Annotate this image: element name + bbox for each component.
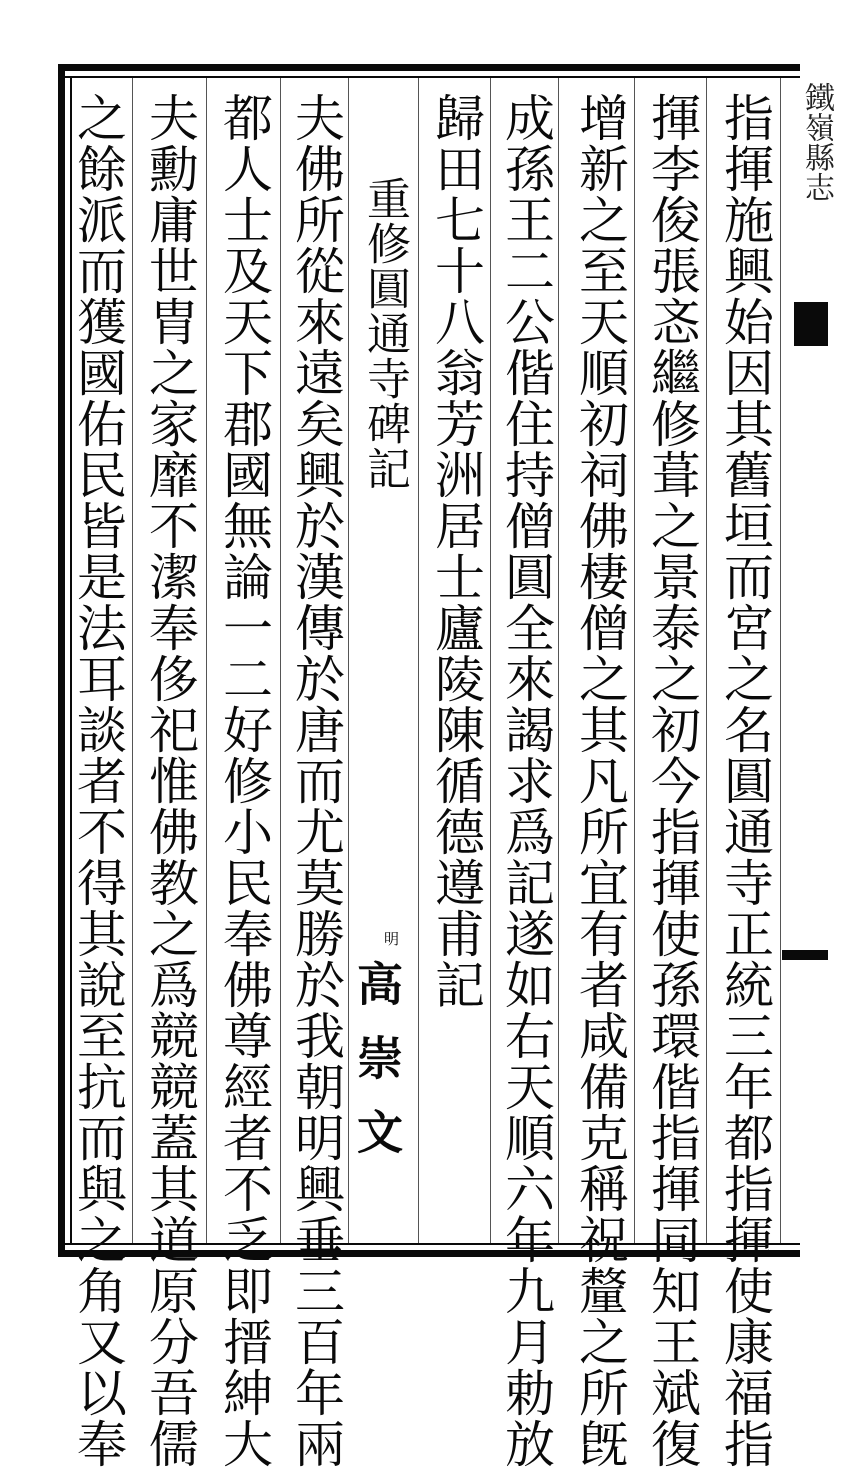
text-column-7: 夫佛所從來遠矣興於漢傳於唐而尤莫勝於我朝明興垂三百年兩 [287, 92, 345, 1469]
author-name: 高 崇 文 [350, 960, 404, 1161]
column-divider [132, 78, 133, 1243]
text-column-2: 揮李俊張忞繼修葺之景泰之初今指揮使孫環偕指揮同知王斌復 [643, 92, 701, 1469]
column-divider [780, 78, 781, 1243]
margin-book-title: 鐵嶺縣志 [799, 82, 834, 202]
column-divider [418, 78, 419, 1243]
column-divider [490, 78, 491, 1243]
column-divider [558, 78, 559, 1243]
frame-left-thick-rule [58, 64, 65, 1257]
column-divider [634, 78, 635, 1243]
author-dynasty: 明 [384, 930, 400, 948]
margin-tick-mark [782, 950, 828, 960]
text-column-1: 指揮施興始因其舊垣而宮之名圓通寺正統三年都指揮使康福指 [716, 92, 774, 1469]
column-divider [706, 78, 707, 1243]
text-column-4: 成孫王二公偕住持僧圓全來謁求爲記遂如右天順六年九月勅放 [497, 92, 555, 1469]
column-divider [206, 78, 207, 1243]
margin-fishtail-mark [794, 302, 828, 346]
text-column-5: 歸田七十八翁芳洲居士廬陵陳循德遵甫記 [427, 92, 485, 1010]
text-column-3: 增新之至天順初祠佛棲僧之其凡所宜有者咸備克稱祝釐之所旣 [571, 92, 629, 1469]
inscription-title: 重修圓通寺碑記 [359, 176, 410, 491]
text-column-10: 之餘派而獲國佑民皆是法耳談者不得其說至抗而與之角又以奉 [69, 92, 127, 1469]
frame-top-thin-rule [58, 76, 800, 78]
frame-top-thick-rule [58, 64, 800, 71]
column-divider [280, 78, 281, 1243]
text-column-9: 夫勳庸世胄之家靡不潔奉侈祀惟佛教之爲競競蓋其道原分吾儒 [141, 92, 199, 1469]
text-column-8: 都人士及天下郡國無論一二好修小民奉佛尊經者不乏即搢紳大 [215, 92, 273, 1469]
